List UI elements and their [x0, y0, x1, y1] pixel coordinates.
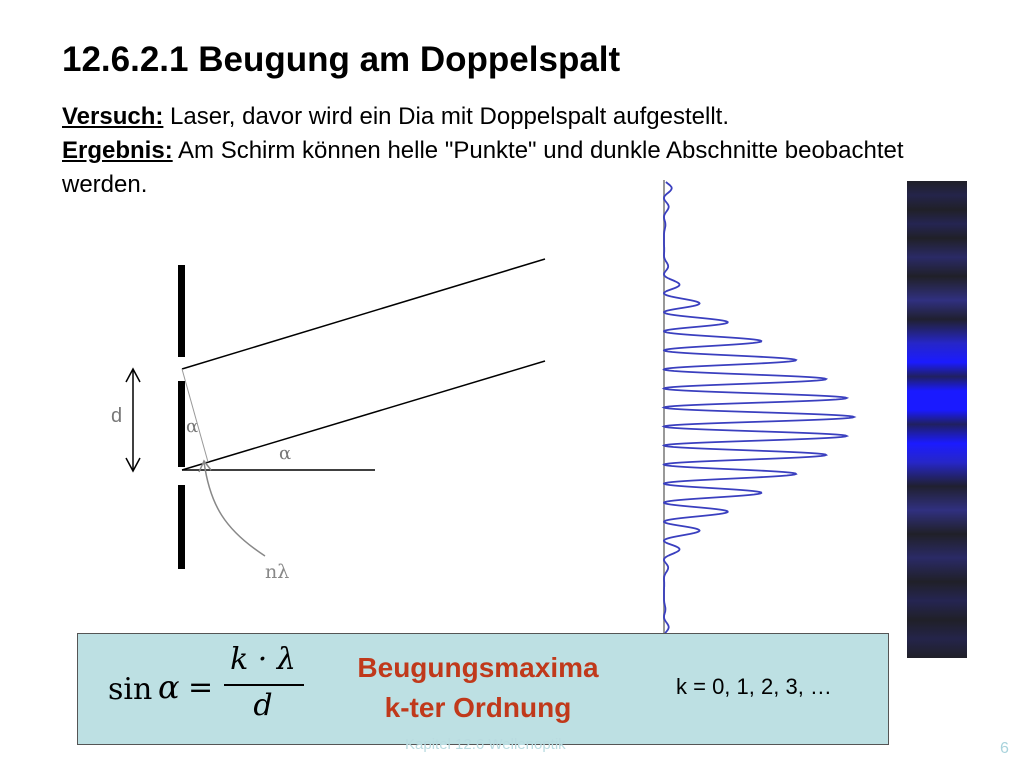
page-number: 6 [1000, 740, 1009, 757]
footer-chapter: Kapitel 12.6 Wellenoptik [405, 736, 566, 753]
n-lambda-pointer [204, 462, 265, 556]
slit-barrier-top [178, 265, 185, 357]
alpha-small-label: α [186, 416, 199, 437]
d-label: d [111, 405, 123, 427]
fraction-bar [224, 684, 304, 686]
k-values: k = 0, 1, 2, 3, … [676, 674, 832, 699]
ergebnis-text: Am Schirm können helle "Punkte" und dunkle Abschnitte beobachtet werden. [62, 137, 904, 198]
slide-title: 12.6.2.1 Beugung am Doppelspalt [62, 40, 621, 79]
formula-numerator: k · λ [230, 642, 296, 677]
ray-upper [182, 259, 545, 369]
formula-box [77, 633, 889, 745]
maxima-line-2: k-ter Ordnung [384, 692, 572, 723]
formula-denominator: d [253, 688, 273, 723]
ray-lower [182, 361, 545, 470]
formula-equals: = [188, 670, 214, 705]
alpha-label: α [279, 443, 292, 464]
versuch-text: Laser, davor wird ein Dia mit Doppelspalt aufgestellt. [163, 103, 730, 130]
maxima-label [333, 648, 623, 728]
maxima-line-1: Beugungsmaxima [357, 652, 599, 683]
slit-barrier-middle [178, 381, 185, 467]
ergebnis-label: Ergebnis: [62, 137, 173, 164]
intensity-curve [664, 182, 854, 658]
n-lambda-label: nλ [265, 561, 290, 583]
diffraction-formula [106, 642, 296, 736]
slit-barrier-bottom [178, 485, 185, 569]
interference-pattern-strip [907, 181, 967, 658]
formula-alpha: α [158, 668, 180, 706]
formula-sin: sin [108, 672, 153, 707]
versuch-label: Versuch: [62, 103, 164, 130]
